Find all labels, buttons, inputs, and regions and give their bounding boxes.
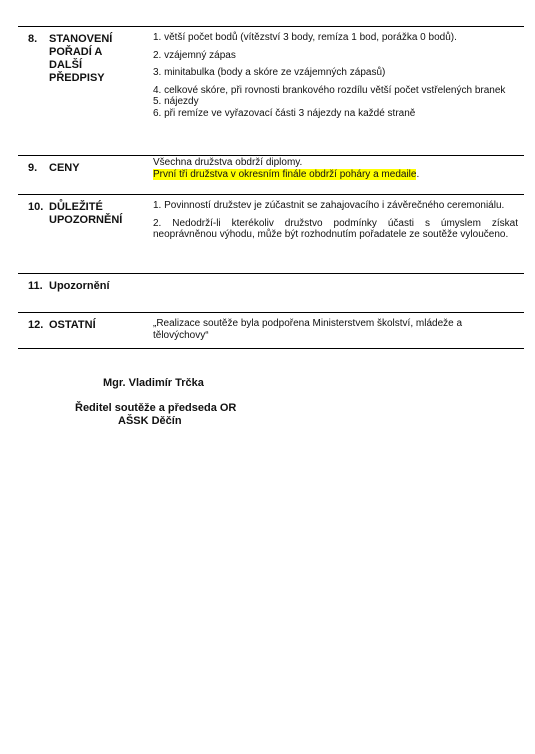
rule-line: 6. při remíze ve vyřazovací části 3 nájezdy na každé straně (153, 107, 416, 119)
section-label: CENY (49, 162, 80, 174)
signatory-title: Ředitel soutěže a předseda OR (75, 402, 237, 414)
funding-note: „Realizace soutěže byla podpořena Ministerstvem školství, mládeže a tělovýchovy“ (153, 318, 463, 341)
section-number: 12. (28, 319, 44, 331)
period: . (416, 168, 420, 180)
rule-line: 4. celkové skóre, při rovnosti brankového rozdílu větší počet vstřelených branek (153, 84, 506, 96)
rule-line: 3. minitabulka (body a skóre ze vzájemných zápasů) (153, 67, 386, 78)
section-content (153, 200, 518, 241)
section-label: OSTATNÍ (49, 319, 96, 331)
signatory-name: Mgr. Vladimír Trčka (103, 377, 204, 389)
section-content (153, 32, 518, 119)
section-9-row (18, 156, 524, 195)
notice-paragraph: 1. Povinností družstev je zúčastnit se zahajovacího i závěrečného ceremoniálu. (153, 200, 505, 211)
highlighted-text: První tři družstva v okresním finále obdrží poháry a medaile (153, 168, 417, 180)
section-label: STANOVENÍ POŘADÍ A DALŠÍ PŘEDPISY (49, 33, 113, 84)
section-number: 10. (28, 201, 44, 213)
notice-paragraph: 2. Nedodrží-li kterékoliv družstvo podmínky účasti s úmyslem získat neoprávněnou výhodu, může být rozhodnutím pořadatele ze soutěže vyloučeno. (153, 217, 518, 240)
section-10-row (18, 195, 524, 274)
section-12-row (18, 313, 524, 349)
section-11-row (18, 274, 524, 313)
section-8-row (18, 27, 524, 156)
section-label: DŮLEŽITÉ UPOZORNĚNÍ (49, 201, 123, 226)
section-number: 9. (28, 162, 38, 174)
rule-line: 2. vzájemný zápas (153, 49, 236, 61)
section-number: 8. (28, 33, 38, 45)
prize-line: Všechna družstva obdrží diplomy. (153, 157, 303, 168)
rule-line: 1. větší počet bodů (vítězství 3 body, remíza 1 bod, porážka 0 bodů). (153, 32, 457, 43)
signatory-organization: AŠSK Děčín (118, 415, 182, 427)
section-content (153, 318, 513, 341)
section-number: 11. (28, 280, 43, 292)
rules-table (18, 26, 524, 349)
section-label: Upozornění (49, 280, 110, 292)
section-content (153, 157, 518, 180)
rule-line: 5. nájezdy (153, 96, 199, 107)
prize-line-highlighted (153, 169, 518, 181)
